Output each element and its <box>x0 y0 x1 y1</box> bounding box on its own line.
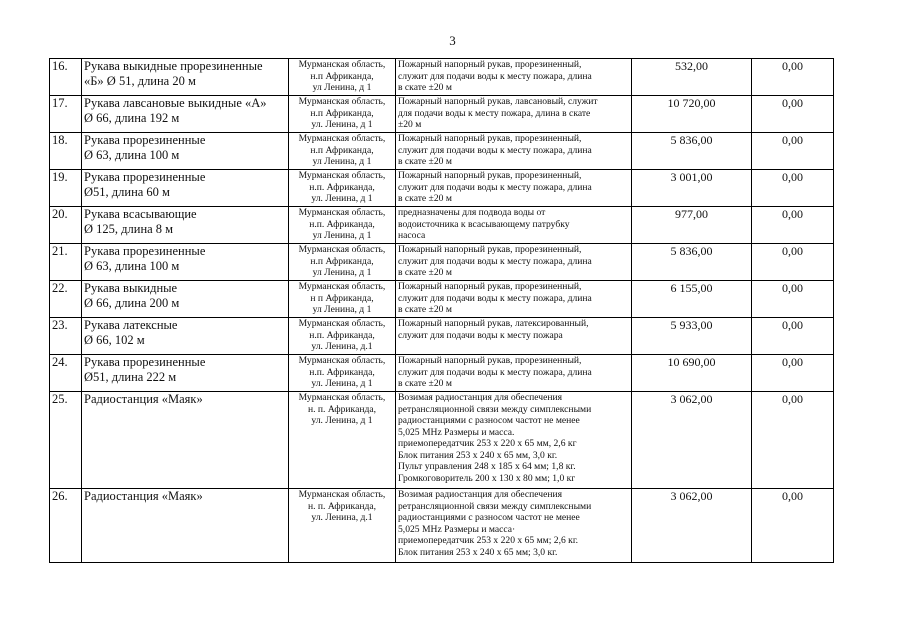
item-description-line: в скате ±20 м <box>398 156 452 167</box>
item-name-line: Радиостанция «Маяк» <box>84 392 203 406</box>
item-value: 5 933,00 <box>632 318 752 355</box>
item-name-line: Рукава латексные <box>84 318 178 332</box>
item-description-line: Пожарный напорный рукав, прорезиненный, <box>398 244 582 255</box>
item-value: 3 062,00 <box>632 489 752 563</box>
item-residual-value: 0,00 <box>752 170 834 207</box>
item-address-line: ул. Ленина, д 1 <box>311 415 373 426</box>
item-address-line: н.п Африканда, <box>310 107 374 119</box>
item-address-line: ул. Ленина, д.1 <box>311 341 373 352</box>
item-address-line: ул. Ленина, д 1 <box>311 119 373 130</box>
item-address-line: Мурманская область, <box>298 318 386 329</box>
item-address <box>289 244 396 281</box>
item-address <box>289 96 396 133</box>
item-description-line: ±20 м <box>398 119 422 130</box>
table-row <box>50 489 834 563</box>
item-description <box>396 59 632 96</box>
item-address-line: Мурманская область, <box>298 244 386 255</box>
item-residual-value: 0,00 <box>752 489 834 563</box>
item-description-line: 5,025 MHz Размеры и масса· <box>398 523 516 535</box>
item-description-line: Пожарный напорный рукав, латексированный, <box>398 318 589 329</box>
row-number: 22. <box>50 281 82 318</box>
row-number: 24. <box>50 355 82 392</box>
row-number: 21. <box>50 244 82 281</box>
item-name <box>82 170 289 207</box>
table-row <box>50 133 834 170</box>
row-number: 16. <box>50 59 82 96</box>
row-number: 25. <box>50 392 82 489</box>
item-value: 532,00 <box>632 59 752 96</box>
item-name-line: Радиостанция «Маяк» <box>84 489 203 503</box>
item-value: 3 062,00 <box>632 392 752 489</box>
item-address-line: Мурманская область, <box>298 59 386 70</box>
item-description-line: ретрансляционной связи между симплексными <box>398 403 592 415</box>
item-name-line: Ø51, длина 60 м <box>84 185 170 199</box>
item-residual-value: 0,00 <box>752 355 834 392</box>
item-address-line: Мурманская область, <box>298 133 386 144</box>
item-name-line: «Б» Ø 51, длина 20 м <box>84 74 196 88</box>
table-row <box>50 170 834 207</box>
item-address-line: ул Ленина, д 1 <box>312 82 372 93</box>
item-value: 6 155,00 <box>632 281 752 318</box>
item-residual-value: 0,00 <box>752 392 834 489</box>
item-address-line: Мурманская область, <box>298 96 386 107</box>
row-number: 20. <box>50 207 82 244</box>
row-number: 26. <box>50 489 82 563</box>
item-description-line: Пожарный напорный рукав, прорезиненный, <box>398 170 582 181</box>
item-address-line: н. п. Африканда, <box>307 403 377 415</box>
item-description-line: для подачи воды к месту пожара, длина в скате <box>398 107 591 119</box>
item-description <box>396 318 632 355</box>
item-description-line: в скате ±20 м <box>398 378 452 389</box>
item-description <box>396 244 632 281</box>
item-address <box>289 318 396 355</box>
item-description-line: водоисточника к всасывающему патрубку <box>398 218 570 230</box>
item-address-line: ул Ленина, д 1 <box>312 267 372 278</box>
item-description-line: служит для подачи воды к месту пожара, длина <box>398 144 592 156</box>
item-address-line: н.п Африканда, <box>310 70 374 82</box>
item-description-line: служит для подачи воды к месту пожара <box>398 329 563 341</box>
table-row <box>50 281 834 318</box>
item-address-line: ул Ленина, д 1 <box>312 156 372 167</box>
item-address <box>289 170 396 207</box>
item-name-line: Рукава прорезиненные <box>84 244 206 258</box>
item-address <box>289 207 396 244</box>
item-address <box>289 133 396 170</box>
item-description-line: служит для подачи воды к месту пожара, длина <box>398 292 592 304</box>
item-name <box>82 392 289 489</box>
item-address-line: Мурманская область, <box>298 281 386 292</box>
item-description <box>396 96 632 133</box>
item-name-line: Ø51, длина 222 м <box>84 370 177 384</box>
item-description <box>396 392 632 489</box>
item-name <box>82 318 289 355</box>
item-address-line: Мурманская область, <box>298 170 386 181</box>
item-description-line: в скате ±20 м <box>398 267 452 278</box>
item-description-line: служит для подачи воды к месту пожара, длина <box>398 366 592 378</box>
item-value: 10 690,00 <box>632 355 752 392</box>
table-row <box>50 392 834 489</box>
item-description-line: Пожарный напорный рукав, прорезиненный, <box>398 59 582 70</box>
table-row <box>50 96 834 133</box>
item-name <box>82 133 289 170</box>
item-address-line: Мурманская область, <box>298 392 386 403</box>
item-description-line: в скате ±20 м <box>398 193 452 204</box>
item-description-line: Возимая радиостанция для обеспечения <box>398 489 563 500</box>
item-address-line: Мурманская область, <box>298 489 386 500</box>
item-description <box>396 489 632 563</box>
item-name-line: Ø 66, длина 192 м <box>84 111 180 125</box>
item-value: 977,00 <box>632 207 752 244</box>
item-description-line: служит для подачи воды к месту пожара, длина <box>398 70 592 82</box>
item-address-line: н. п. Африканда, <box>307 500 377 512</box>
item-residual-value: 0,00 <box>752 318 834 355</box>
item-residual-value: 0,00 <box>752 281 834 318</box>
item-address-line: н.п Африканда, <box>310 144 374 156</box>
item-description <box>396 207 632 244</box>
item-description-line: Пожарный напорный рукав, прорезиненный, <box>398 133 582 144</box>
item-address-line: ул. Ленина, д 1 <box>311 193 373 204</box>
table-row <box>50 244 834 281</box>
item-name <box>82 355 289 392</box>
item-description-line: Блок питания 253 x 240 x 65 мм, 3,0 кг. <box>398 449 558 461</box>
table-row <box>50 318 834 355</box>
item-description-line: в скате ±20 м <box>398 82 452 93</box>
item-address-line: ул Ленина, д 1 <box>312 230 372 241</box>
item-residual-value: 0,00 <box>752 207 834 244</box>
item-residual-value: 0,00 <box>752 96 834 133</box>
item-address-line: н.п. Африканда, <box>309 329 375 341</box>
item-description-line: насоса <box>398 230 426 241</box>
item-name-line: Ø 66, длина 200 м <box>84 296 180 310</box>
inventory-table <box>49 58 834 563</box>
item-description-line: Пожарный напорный рукав, прорезиненный, <box>398 281 582 292</box>
table-row <box>50 59 834 96</box>
item-name-line: Рукава всасывающие <box>84 207 197 221</box>
item-address <box>289 281 396 318</box>
item-address-line: Мурманская область, <box>298 207 386 218</box>
item-description-line: предназначены для подвода воды от <box>398 207 546 218</box>
item-address-line: н.п. Африканда, <box>309 218 375 230</box>
item-description-line: Пожарный напорный рукав, лавсановый, служит <box>398 96 598 107</box>
table-row <box>50 207 834 244</box>
item-description-line: ретрансляционной связи между симплексными <box>398 500 592 512</box>
item-name-line: Рукава лавсановые выкидные «А» <box>84 96 267 110</box>
page-number: 3 <box>449 33 456 48</box>
item-description-line: в скате ±20 м <box>398 304 452 315</box>
item-address-line: н п Африканда, <box>310 292 374 304</box>
item-name-line: Рукава прорезиненные <box>84 133 206 147</box>
item-description-line: приемопередатчик 253 x 220 x 65 мм, 2,6 кг <box>398 438 577 449</box>
item-description-line: Пульт управления 248 x 185 x 64 мм; 1,8 кг. <box>398 461 576 472</box>
item-residual-value: 0,00 <box>752 133 834 170</box>
item-address <box>289 59 396 96</box>
item-address-line: н.п. Африканда, <box>309 366 375 378</box>
row-number: 23. <box>50 318 82 355</box>
item-address-line: ул. Ленина, д 1 <box>311 378 373 389</box>
table-row <box>50 355 834 392</box>
item-description-line: приемопередатчик 253 x 220 x 65 мм; 2,6 кг. <box>398 535 579 546</box>
item-residual-value: 0,00 <box>752 59 834 96</box>
item-description <box>396 133 632 170</box>
row-number: 17. <box>50 96 82 133</box>
item-description-line: радиостанциями с разносом частот не менее <box>398 415 580 426</box>
item-description-line: служит для подачи воды к месту пожара, длина <box>398 181 592 193</box>
item-description <box>396 355 632 392</box>
item-value: 10 720,00 <box>632 96 752 133</box>
item-name-line: Рукава выкидные <box>84 281 178 295</box>
item-description-line: Блок питания 253 x 240 x 65 мм; 3,0 кг. <box>398 546 558 558</box>
item-name <box>82 96 289 133</box>
item-value: 5 836,00 <box>632 244 752 281</box>
item-address-line: ул Ленина, д 1 <box>312 304 372 315</box>
item-name-line: Ø 66, 102 м <box>84 333 145 347</box>
item-name <box>82 207 289 244</box>
item-value: 3 001,00 <box>632 170 752 207</box>
item-name-line: Ø 63, длина 100 м <box>84 259 180 273</box>
item-address <box>289 355 396 392</box>
item-name-line: Рукава выкидные прорезиненные <box>84 59 263 73</box>
item-description-line: служит для подачи воды к месту пожара, длина <box>398 255 592 267</box>
item-description <box>396 281 632 318</box>
item-name-line: Ø 125, длина 8 м <box>84 222 174 236</box>
item-description-line: Громкоговоритель 200 x 130 x 80 мм; 1,0 кг <box>398 472 576 484</box>
item-address-line: Мурманская область, <box>298 355 386 366</box>
item-name <box>82 59 289 96</box>
item-name-line: Ø 63, длина 100 м <box>84 148 180 162</box>
item-name <box>82 489 289 563</box>
item-name <box>82 281 289 318</box>
item-name <box>82 244 289 281</box>
item-address <box>289 489 396 563</box>
item-description <box>396 170 632 207</box>
row-number: 19. <box>50 170 82 207</box>
item-address <box>289 392 396 489</box>
item-name-line: Рукава прорезиненные <box>84 355 206 369</box>
item-name-line: Рукава прорезиненные <box>84 170 206 184</box>
item-address-line: н.п Африканда, <box>310 255 374 267</box>
item-address-line: н.п. Африканда, <box>309 181 375 193</box>
row-number: 18. <box>50 133 82 170</box>
item-description-line: 5,025 MHz Размеры и масса. <box>398 426 515 438</box>
item-description-line: Пожарный напорный рукав, прорезиненный, <box>398 355 582 366</box>
item-description-line: Возимая радиостанция для обеспечения <box>398 392 563 403</box>
item-value: 5 836,00 <box>632 133 752 170</box>
item-residual-value: 0,00 <box>752 244 834 281</box>
item-address-line: ул. Ленина, д.1 <box>311 512 373 523</box>
item-description-line: радиостанциями с разносом частот не менее <box>398 512 580 523</box>
